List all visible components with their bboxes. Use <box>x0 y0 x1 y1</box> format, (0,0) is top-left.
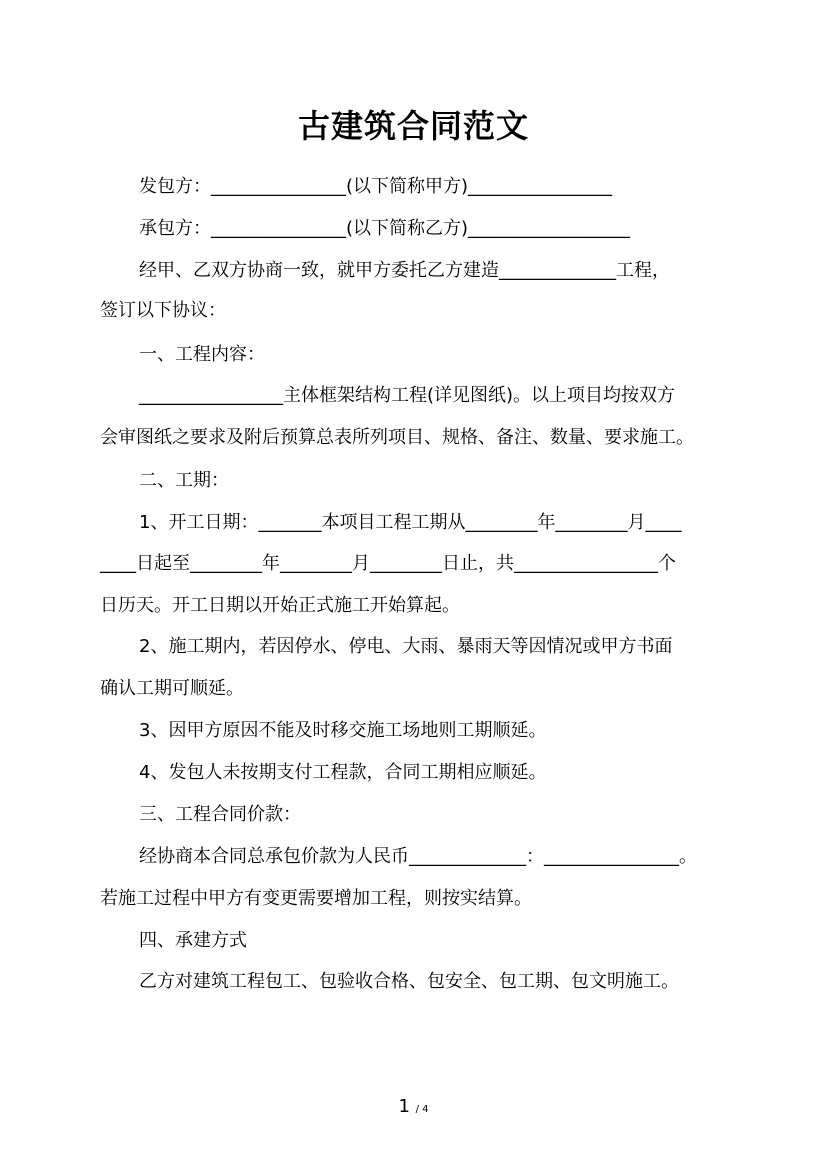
price-line-1: 经协商本合同总承包价款为人民币_____________：_______________。 <box>139 846 697 867</box>
method-line: 乙方对建筑工程包工、包验收合格、包安全、包工期、包文明施工。 <box>139 971 679 992</box>
content-line-1: ________________主体框架结构工程(详见图纸)。以上项目均按双方 <box>139 385 676 406</box>
page-total: / 4 <box>415 1104 429 1115</box>
section-heading-1: 一、工程内容： <box>139 344 265 365</box>
section-heading-2: 二、工期： <box>139 470 229 491</box>
price-line-2: 若施工过程中甲方有变更需要增加工程，则按实结算。 <box>100 888 532 909</box>
party-b-line: 承包方：_______________(以下简称乙方)__________________ <box>139 218 631 239</box>
schedule-item-3: 3、因甲方原因不能及时移交施工场地则工期顺延。 <box>139 720 547 741</box>
schedule-line-2: ____日起至________年________月________日止，共________________个 <box>100 553 676 574</box>
page-number <box>0 1094 827 1123</box>
page-current: 1 <box>398 1096 410 1117</box>
schedule-item-2-line-1: 2、施工期内，若因停水、停电、大雨、暴雨天等因情况或甲方书面 <box>139 636 673 657</box>
intro-line-2: 签订以下协议： <box>100 300 226 321</box>
section-heading-3: 三、工程合同价款： <box>139 804 301 825</box>
section-heading-4: 四、承建方式 <box>139 930 247 951</box>
intro-line-1: 经甲、乙双方协商一致，就甲方委托乙方建造_____________工程， <box>139 260 670 281</box>
schedule-line-3: 日历天。开工日期以开始正式施工开始算起。 <box>100 595 460 616</box>
schedule-item-4: 4、发包人未按期支付工程款，合同工期相应顺延。 <box>139 762 547 783</box>
content-line-2: 会审图纸之要求及附后预算总表所列项目、规格、备注、数量、要求施工。 <box>100 427 694 448</box>
document-title: 古建筑合同范文 <box>297 107 529 145</box>
schedule-item-2-line-2: 确认工期可顺延。 <box>100 678 244 699</box>
party-a-line: 发包方：_______________(以下简称甲方)________________ <box>139 176 613 197</box>
schedule-line-1: 1、开工日期：_______本项目工程工期从________年________月____ <box>139 512 682 533</box>
